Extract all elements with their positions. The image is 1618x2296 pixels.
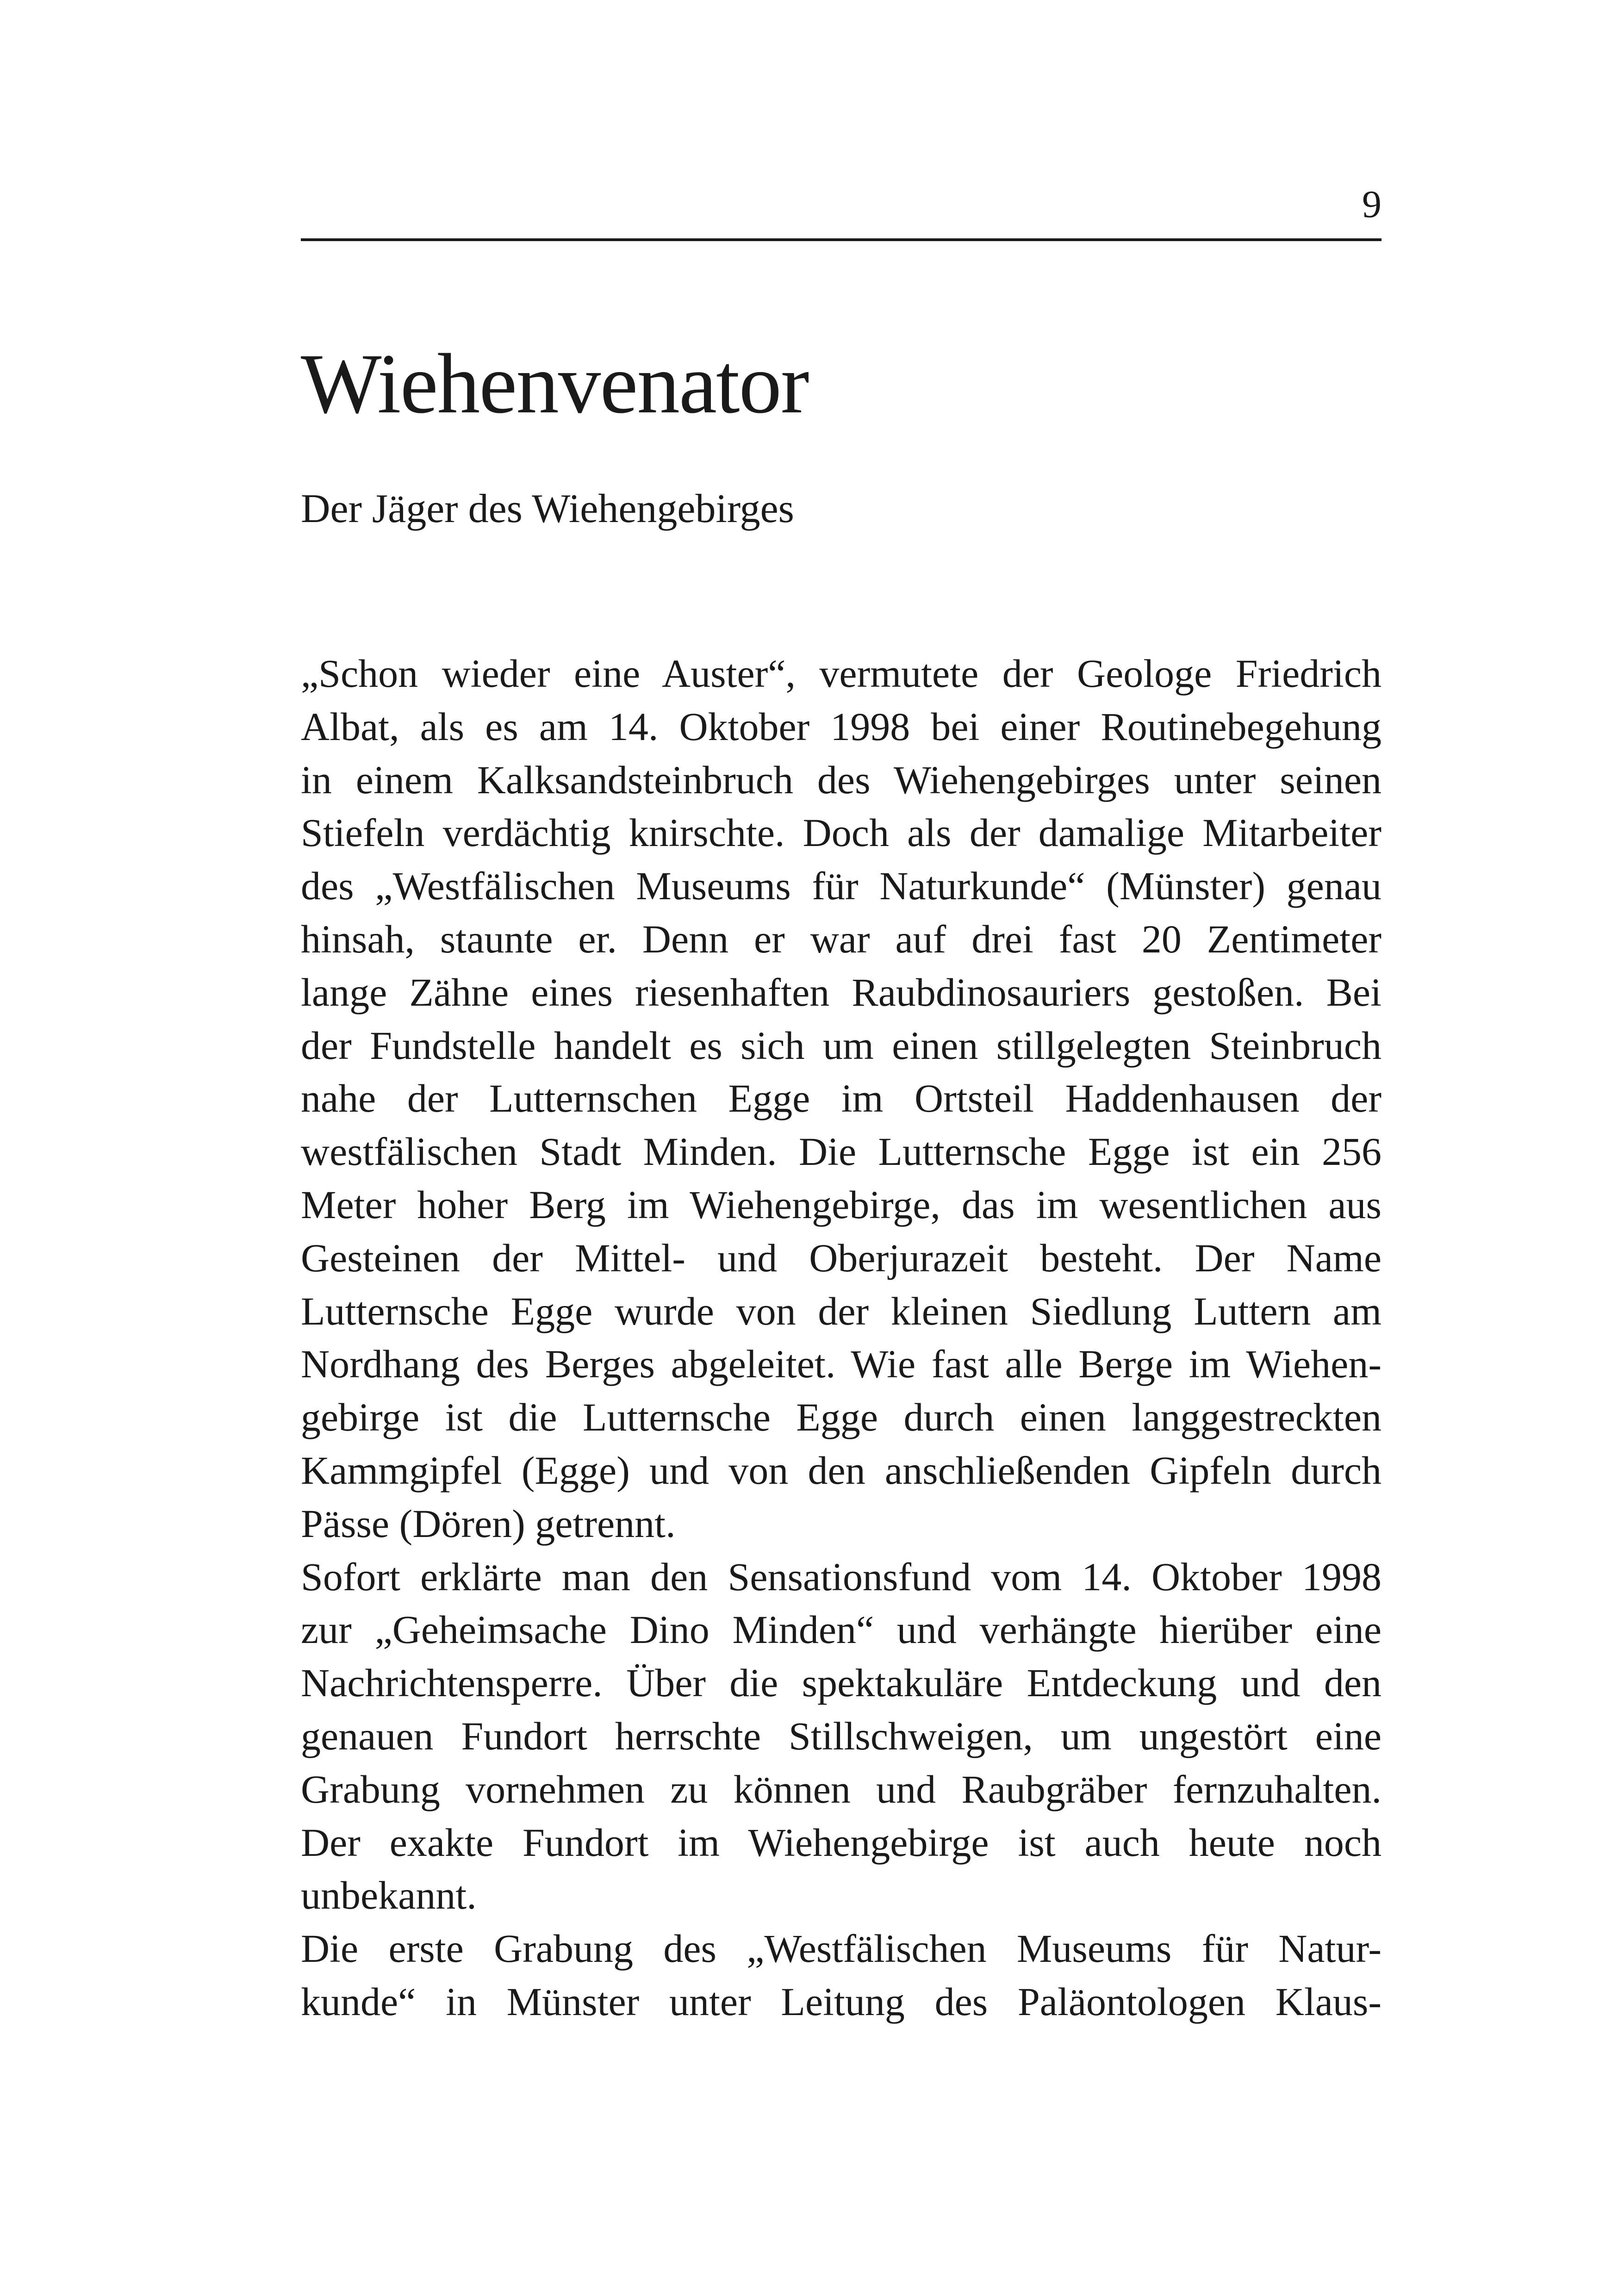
body-line: des „Westfälischen Museums für Naturkunde“ (Münster) genau: [301, 864, 1382, 908]
body-line: nahe der Lutternschen Egge im Ortsteil Haddenhausen der: [301, 1076, 1382, 1121]
body-line: unbekannt.: [301, 1873, 477, 1918]
body-line: kunde“ in Münster unter Leitung des Paläontologen Klaus-: [301, 1979, 1382, 2024]
body-line: Nordhang des Berges abgeleitet. Wie fast alle Berge im Wiehen-: [301, 1342, 1382, 1387]
body-line: Die erste Grabung des „Westfälischen Museums für Natur-: [301, 1926, 1382, 1971]
body-line: Lutternsche Egge wurde von der kleinen Siedlung Luttern am: [301, 1288, 1382, 1333]
body-line: Pässe (Dören) getrennt.: [301, 1501, 676, 1546]
body-line: Grabung vornehmen zu können und Raubgräber fernzuhalten.: [301, 1767, 1382, 1811]
body-line: der Fundstelle handelt es sich um einen stillgelegten Steinbruch: [301, 1023, 1382, 1068]
body-line: westfälischen Stadt Minden. Die Lutternsche Egge ist ein 256: [301, 1129, 1382, 1174]
header-rule: [301, 238, 1382, 241]
body-line: genauen Fundort herrschte Stillschweigen, um ungestört eine: [301, 1713, 1382, 1758]
body-line: gebirge ist die Lutternsche Egge durch einen langgestreckten: [301, 1395, 1382, 1440]
body-line: „Schon wieder eine Auster“, vermutete der Geologe Friedrich: [301, 651, 1382, 696]
body-line: in einem Kalksandsteinbruch des Wiehengebirges unter seinen: [301, 757, 1382, 802]
page-number: 9: [1362, 183, 1382, 226]
body-line: Gesteinen der Mittel- und Oberjurazeit besteht. Der Name: [301, 1235, 1382, 1280]
chapter-title: Wiehenvenator: [301, 336, 809, 431]
body-text: [301, 647, 1382, 2028]
body-line: Albat, als es am 14. Oktober 1998 bei einer Routinebegehung: [301, 704, 1382, 749]
body-line: Nachrichtensperre. Über die spektakuläre Entdeckung und den: [301, 1661, 1382, 1705]
body-line: Sofort erklärte man den Sensationsfund vom 14. Oktober 1998: [301, 1554, 1382, 1599]
body-line: Der exakte Fundort im Wiehengebirge ist auch heute noch: [301, 1820, 1382, 1865]
body-line: zur „Geheimsache Dino Minden“ und verhängte hierüber eine: [301, 1607, 1382, 1652]
body-line: hinsah, staunte er. Denn er war auf drei fast 20 Zentimeter: [301, 916, 1382, 961]
body-line: lange Zähne eines riesenhaften Raubdinosauriers gestoßen. Bei: [301, 970, 1382, 1014]
chapter-subtitle: Der Jäger des Wiehengebirges: [301, 486, 794, 531]
body-line: Stiefeln verdächtig knirschte. Doch als der damalige Mitarbeiter: [301, 810, 1382, 855]
body-line: Kammgipfel (Egge) und von den anschließenden Gipfeln durch: [301, 1448, 1382, 1493]
body-line: Meter hoher Berg im Wiehengebirge, das im wesentlichen aus: [301, 1182, 1382, 1227]
